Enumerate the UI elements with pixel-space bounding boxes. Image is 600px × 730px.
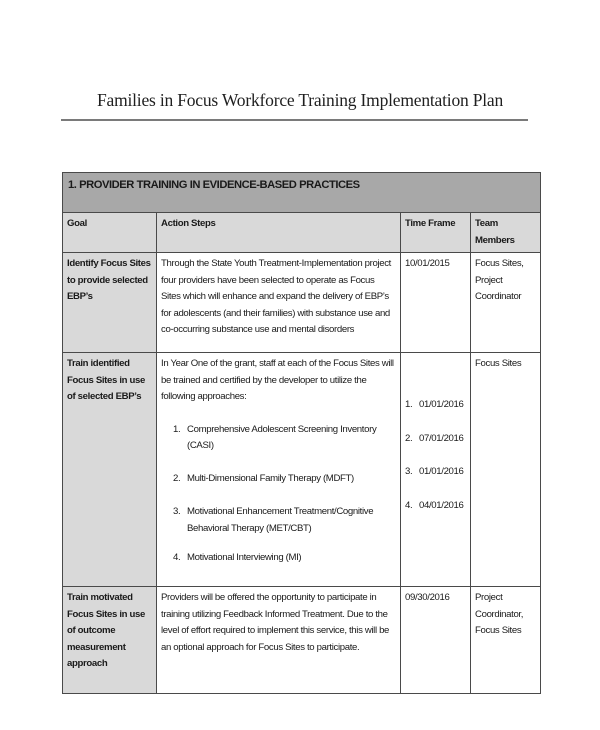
date-value: 04/01/2016 (419, 499, 464, 511)
list-number: 4. (173, 552, 181, 563)
list-number: 1. (173, 423, 181, 435)
action-steps-cell: Through the State Youth Treatment-Implementation project four providers have been selected to operate as Focus Sites which will enhance and expand the delivery of EBP’s for adolescents (and their families) with substance use and co-occurring substance use and mental disorders (157, 253, 401, 353)
title-divider (61, 119, 528, 121)
date-list (405, 397, 466, 515)
team-members-cell: Focus Sites (471, 353, 541, 587)
approach-label: Motivational Enhancement Treatment/Cognitive Behavioral Therapy (MET/CBT) (187, 506, 374, 534)
goal-cell: Train identified Focus Sites in use of selected EBP’s (63, 353, 157, 587)
list-item (173, 504, 396, 537)
list-number: 2. (173, 473, 181, 484)
approach-label: Multi-Dimensional Family Therapy (MDFT) (187, 473, 354, 484)
date-value: 01/01/2016 (419, 466, 464, 477)
list-number: 2. (405, 432, 413, 444)
list-item (173, 550, 396, 567)
approach-label: Motivational Interviewing (MI) (187, 552, 302, 563)
document-title: Families in Focus Workforce Training Implementation Plan (96, 90, 504, 110)
list-item (405, 498, 466, 515)
section-title: 1. PROVIDER TRAINING IN EVIDENCE-BASED PRACTICES (63, 173, 541, 213)
column-header-team-members: Team Members (471, 213, 541, 253)
action-steps-cell: Providers will be offered the opportunity to participate in training utilizing Feedback Informed Treatment. Due to the level of effort required to implement this service, this will be an optional approach for Focus Sites to participate. (157, 587, 401, 694)
column-header-row (63, 213, 541, 253)
list-item (405, 431, 466, 448)
table-row (63, 253, 541, 353)
list-item (173, 471, 396, 488)
time-frame-cell: 10/01/2015 (401, 253, 471, 353)
action-steps-cell (157, 353, 401, 587)
team-members-cell: Focus Sites, Project Coordinator (471, 253, 541, 353)
table-row (63, 587, 541, 694)
team-members-cell: Project Coordinator, Focus Sites (471, 587, 541, 694)
time-frame-cell (401, 353, 471, 587)
list-item (173, 422, 396, 455)
date-value: 07/01/2016 (419, 432, 464, 444)
list-item (405, 397, 466, 414)
column-header-action-steps: Action Steps (157, 213, 401, 253)
approach-list (161, 422, 396, 567)
approach-label: Comprehensive Adolescent Screening Inventory (CASI) (187, 423, 377, 451)
date-value: 01/01/2016 (419, 399, 464, 410)
table-row (63, 353, 541, 587)
goal-cell: Identify Focus Sites to provide selected EBP’s (63, 253, 157, 353)
list-number: 3. (173, 506, 181, 517)
list-number: 1. (405, 399, 413, 410)
list-item (405, 464, 466, 481)
implementation-plan-table (62, 172, 541, 694)
column-header-time-frame: Time Frame (401, 213, 471, 253)
column-header-goal: Goal (63, 213, 157, 253)
list-number: 4. (405, 499, 413, 511)
section-header-row (63, 173, 541, 213)
time-frame-cell: 09/30/2016 (401, 587, 471, 694)
goal-cell: Train motivated Focus Sites in use of outcome measurement approach (63, 587, 157, 694)
list-number: 3. (405, 466, 413, 477)
action-intro: In Year One of the grant, staff at each of the Focus Sites will be trained and certified by the developer to utilize the following approaches: (161, 358, 394, 402)
